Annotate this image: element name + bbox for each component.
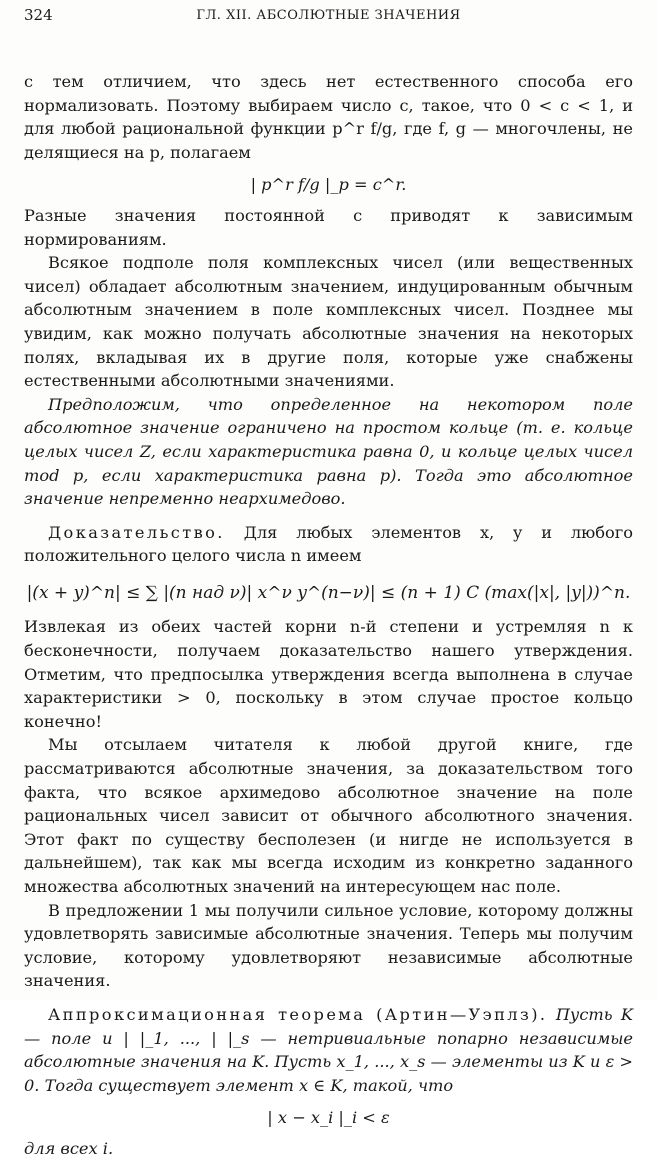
theorem-text: Пусть K — поле и | |_1, ..., | |_s — нетривиальные попарно независимые абсолютные значения на K. Пусть x_1, ..., x_s — элементы из K и ε > 0. Тогда существует элемент x ∈ K, такой, что (24, 1004, 633, 1095)
running-title: ГЛ. XII. АБСОЛЮТНЫЕ ЗНАЧЕНИЯ (196, 8, 461, 23)
paragraph-normalization: с тем отличием, что здесь нет естественного способа его нормализовать. Поэтому выбираем число c, такое, что 0 < c < 1, и для любой рациональной функции p^r f/g, где f, g — многочлены, не делящиеся на p, полагаем (24, 72, 633, 162)
proof-paragraph (24, 521, 633, 568)
theorem-final-line: для всех i. (24, 1138, 114, 1158)
equation-approximation: | x − x_i |_i < ε (267, 1108, 390, 1128)
paragraph-subfields: Всякое подполе поля комплексных чисел (или вещественных чисел) обладает абсолютным значением, индуцированным обычным абсолютным значением в поле комплексных чисел. Позднее мы увидим, как можно получать абсолютные значения на некоторых полях, вкладывая их в другие поля, которые уже снабжены естественными абсолютными значениями. (24, 253, 633, 391)
proposition-statement: Предположим, что определенное на некотором поле абсолютное значение ограничено на простом кольце (т. е. кольце целых чисел Z, если характеристика равна 0, и кольце целых чисел mod p, если характеристика равна p). Тогда это абсолютное значение непременно неархимедово. (24, 394, 633, 509)
page-body (24, 70, 633, 1161)
theorem-paragraph (24, 1003, 633, 1097)
equation-binomial-bound: |(x + y)^n| ≤ ∑ |(n над ν)| x^ν y^(n−ν)| ≤ (n + 1) C (max(|x|, |y|))^n. (26, 582, 631, 603)
paragraph-proof-conclusion: Извлекая из обеих частей корни n-й степени и устремляя n к бесконечности, получаем доказательство нашего утверждения. Отметим, что предпосылка утверждения всегда выполнена в случае характеристики > 0, поскольку в этом случае простое кольцо конечно! (24, 617, 633, 731)
equation-p-adic-value: | p^r f/g |_p = c^r. (250, 175, 407, 195)
paragraph-reference: Мы отсылаем читателя к любой другой книге, где рассматриваются абсолютные значения, за доказательством того факта, что всякое архимедово абсолютное значение на поле рациональных чисел зависит от обычного абсолютного значения. Этот факт по существу бесполезен (и нигде не используется в дальнейшем), так как мы всегда исходим из конкретно заданного множества абсолютных значений на интересующем нас поле. (24, 735, 633, 896)
paragraph-independent-values: В предложении 1 мы получили сильное условие, которому должны удовлетворять зависимые абсолютные значения. Теперь мы получим условие, которому удовлетворяют независимые абсолютные значения. (24, 900, 633, 991)
theorem-label: Аппроксимационная теорема (Артин—Уэплз). (48, 1004, 548, 1024)
proof-text: Для любых элементов x, y и любого положительного целого числа n имеем (24, 522, 633, 566)
page-number: 324 (24, 6, 53, 24)
proof-label: Доказательство. (48, 522, 225, 542)
page-header (24, 4, 633, 28)
paragraph-dependent-norms: Разные значения постоянной c приводят к зависимым нормированиям. (24, 205, 633, 249)
